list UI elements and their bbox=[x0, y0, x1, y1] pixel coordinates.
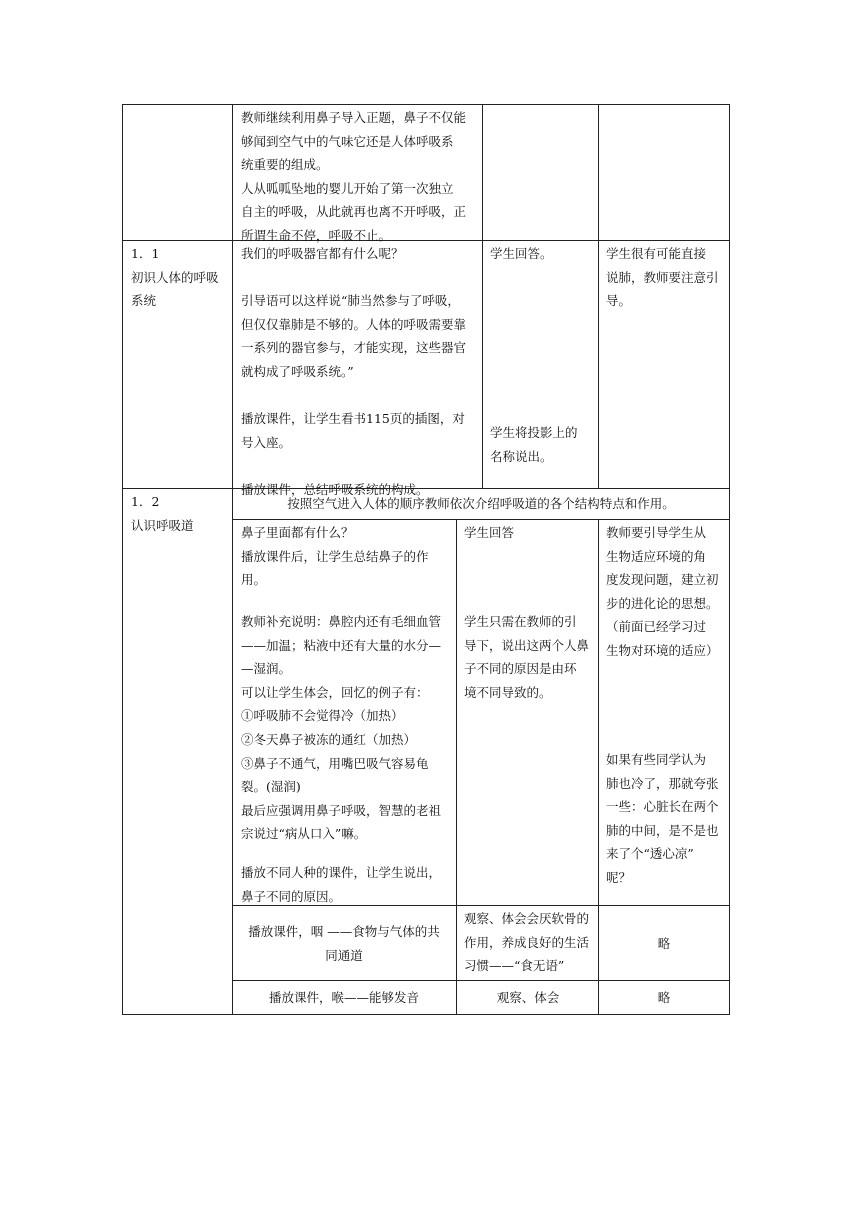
pharynx-student: 观察、体会会厌软骨的 作用，养成良好的生活 习惯——“食无语” bbox=[464, 911, 590, 974]
larynx-note: 略 bbox=[657, 990, 671, 1005]
nose-teacher-supplement: 教师补充说明：鼻腔内还有毛细血管 ——加温；粘液中还有大量的水分— —湿润。 可以让学生体会，回忆的例子有： ①呼吸肺不会觉得冷（加热） ②冬天鼻子被冻的通红（加热） ③鼻子不通气，用嘴巴吸气容易龟 裂。(湿润) 最后应强调用鼻子呼吸，智慧的老祖 宗说过“病从口入”嘛。 bbox=[241, 614, 442, 842]
col-divider bbox=[598, 104, 599, 488]
section-1-2-header: 按照空气进入人体的顺序教师依次介绍呼吸道的各个结构特点和作用。 bbox=[287, 496, 675, 511]
nose-teacher-intro: 鼻子里面都有什么？ 播放课件后，让学生总结鼻子的作 用。 bbox=[241, 525, 429, 588]
intro-teacher-text: 教师继续利用鼻子导入正题，鼻子不仅能 够闻到空气中的气味它还是人体呼吸系 统重要的组成。 人从呱呱坠地的婴儿开始了第一次独立 自主的呼吸，从此就再也离不开呼吸，正 所谓生命不停，呼吸不止。 bbox=[241, 110, 467, 243]
col-divider bbox=[598, 519, 599, 1015]
larynx-teacher: 播放课件，喉——能够发音 bbox=[268, 990, 419, 1005]
section-1-2-label: 1．2 认识呼吸道 bbox=[131, 494, 194, 533]
nose-note-exaggerate: 如果有些同学认为 肺也冷了，那就夸张 一些：心脏长在两个 肺的中间，是不是也 来了个“透心凉” 呢？ bbox=[606, 752, 719, 885]
col-divider bbox=[456, 519, 457, 1015]
col-divider bbox=[232, 104, 233, 1015]
larynx-student: 观察、体会 bbox=[496, 990, 560, 1005]
section-1-1-student-answer: 学生回答。 bbox=[490, 246, 553, 261]
nose-teacher-races: 播放不同人种的课件，让学生说出， 鼻子不同的原因。 bbox=[241, 865, 442, 904]
subrow-divider bbox=[232, 980, 730, 981]
pharynx-note: 略 bbox=[657, 936, 671, 951]
nose-student-explanation: 学生只需在教师的引 导下，说出这两个人鼻 子不同的原因是由环 境不同导致的。 bbox=[464, 614, 590, 700]
section-1-1-teacher-text: 我们的呼吸器官都有什么呢？ 引导语可以这样说“肺当然参与了呼吸， 但仅仅靠肺是不够的。人体的呼吸需要靠 一系列的器官参与，才能实现，这些器官 就构成了呼吸系统。” 播放课件，让学生看书115页的插图，对 号入座。 播放课件，总结呼吸系统的构成。 bbox=[241, 246, 467, 497]
subrow-divider bbox=[232, 519, 730, 520]
col-divider bbox=[482, 104, 483, 488]
section-1-1-student-projection: 学生将投影上的 名称说出。 bbox=[490, 425, 578, 464]
section-1-1-label: 1．1 初识人体的呼吸 系统 bbox=[131, 246, 219, 309]
nose-note-guidance: 教师要引导学生从 生物适应环境的角 度发现问题，建立初 步的进化论的思想。 （前面已经学习过 生物对环境的适应） bbox=[606, 525, 719, 658]
section-1-1-note: 学生很有可能直接 说肺，教师要注意引 导。 bbox=[606, 246, 719, 309]
pharynx-teacher: 播放课件，咽 ——食物与气体的共 同通道 bbox=[248, 924, 440, 963]
nose-student-answer: 学生回答 bbox=[464, 525, 515, 540]
